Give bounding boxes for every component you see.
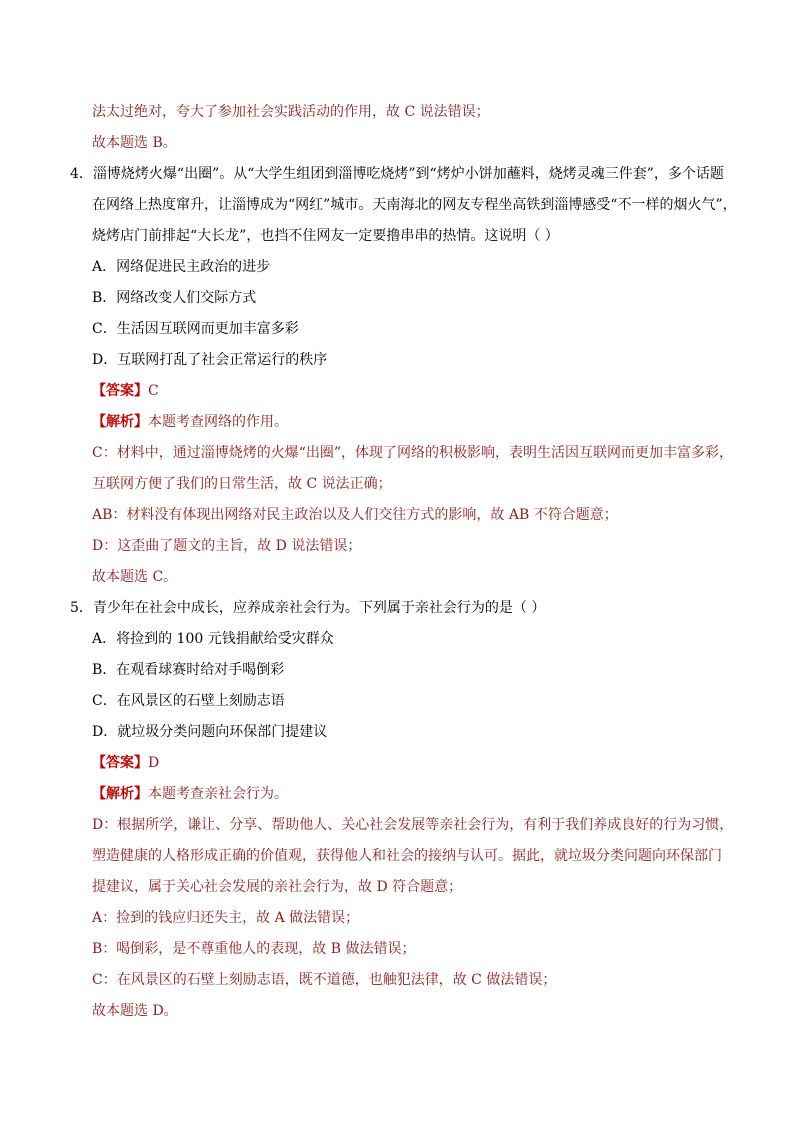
- question-5-option-d: D．就垃圾分类问题向环保部门提建议: [92, 724, 328, 740]
- question-4-answer: [92, 381, 159, 401]
- question-4-explain-line-2: 互联网方便了我们的日常生活，故 C 说法正确；: [92, 476, 392, 492]
- analysis-intro: 本题考查网络的作用。: [148, 414, 288, 430]
- analysis-tag: 【解析】: [92, 786, 148, 802]
- question-4-stem-line-3: 烧烤店门前排起“大长龙”，也挡不住网友一定要撸串串的热情。这说明（ ）: [92, 228, 559, 244]
- question-5-explain-line-4: A：捡到的钱应归还失主，故 A 做法错误；: [92, 910, 360, 926]
- question-4-stem-line-1: 4．淄博烧烤火爆“出圈”。从“大学生组团到淄博吃烧烤”到“烤炉小饼加蘸料，烧烤灵魂三件套”，多个话题: [70, 166, 724, 182]
- question-4-conclusion: 故本题选 C。: [92, 569, 178, 585]
- question-4-number: 4．: [70, 166, 93, 182]
- question-5-option-b: B．在观看球赛时给对手喝倒彩: [92, 662, 285, 678]
- question-5-option-c: C．在风景区的石壁上刻励志语: [92, 693, 285, 709]
- question-4-analysis: [92, 412, 288, 432]
- question-5-explain-line-5: B：喝倒彩，是不尊重他人的表现，故 B 做法错误；: [92, 941, 416, 957]
- question-5-explain-line-3: 提建议，属于关心社会发展的亲社会行为，故 D 符合题意；: [92, 879, 463, 895]
- prev-explain-line: 法太过绝对，夸大了参加社会实践活动的作用，故 C 说法错误；: [92, 104, 490, 120]
- question-4-option-d: D．互联网打乱了社会正常运行的秩序: [92, 352, 328, 368]
- question-4-option-c: C．生活因互联网而更加丰富多彩: [92, 321, 299, 337]
- answer-value: C: [148, 383, 159, 399]
- question-4-explain-line-4: D：这歪曲了题文的主旨，故 D 说法错误；: [92, 538, 362, 554]
- question-4-option-a: A．网络促进民主政治的进步: [92, 259, 271, 275]
- question-4-explain-line-3: AB：材料没有体现出网络对民主政治以及人们交往方式的影响，故 AB 不符合题意；: [92, 507, 618, 523]
- question-5-stem: 5．青少年在社会中成长，应养成亲社会行为。下列属于亲社会行为的是（ ）: [70, 600, 546, 616]
- question-4-explain-line-1: C：材料中，通过淄博烧烤的火爆“出圈”，体现了网络的积极影响，表明生活因互联网而更加丰富多彩，: [92, 445, 734, 461]
- answer-value: D: [148, 755, 160, 771]
- question-5-number: 5．: [70, 600, 93, 616]
- analysis-tag: 【解析】: [92, 414, 148, 430]
- question-5-explain-line-1: D：根据所学，谦让、分享、帮助他人、关心社会发展等亲社会行为，有利于我们养成良好的行为习惯，: [92, 817, 734, 833]
- question-4-option-b: B．网络改变人们交际方式: [92, 290, 257, 306]
- prev-conclusion-line: 故本题选 B。: [92, 135, 177, 151]
- question-5-conclusion: 故本题选 D。: [92, 1003, 178, 1019]
- question-5-option-a: A．将捡到的 100 元钱捐献给受灾群众: [92, 631, 334, 647]
- question-4-stem-line-2: 在网络上热度窜升，让淄博成为“网红”城市。天南海北的网友专程坐高铁到淄博感受“不一样的烟火气”，: [92, 197, 737, 213]
- question-5-explain-line-6: C：在风景区的石壁上刻励志语，既不道德，也触犯法律，故 C 做法错误；: [92, 972, 557, 988]
- answer-tag: 【答案】: [92, 755, 148, 771]
- answer-tag: 【答案】: [92, 383, 148, 399]
- question-5-analysis: [92, 784, 288, 804]
- question-5-explain-line-2: 塑造健康的人格形成正确的价值观，获得他人和社会的接纳与认可。据此，就垃圾分类问题向环保部门: [92, 848, 722, 864]
- analysis-intro: 本题考查亲社会行为。: [148, 786, 288, 802]
- question-5-answer: [92, 753, 159, 773]
